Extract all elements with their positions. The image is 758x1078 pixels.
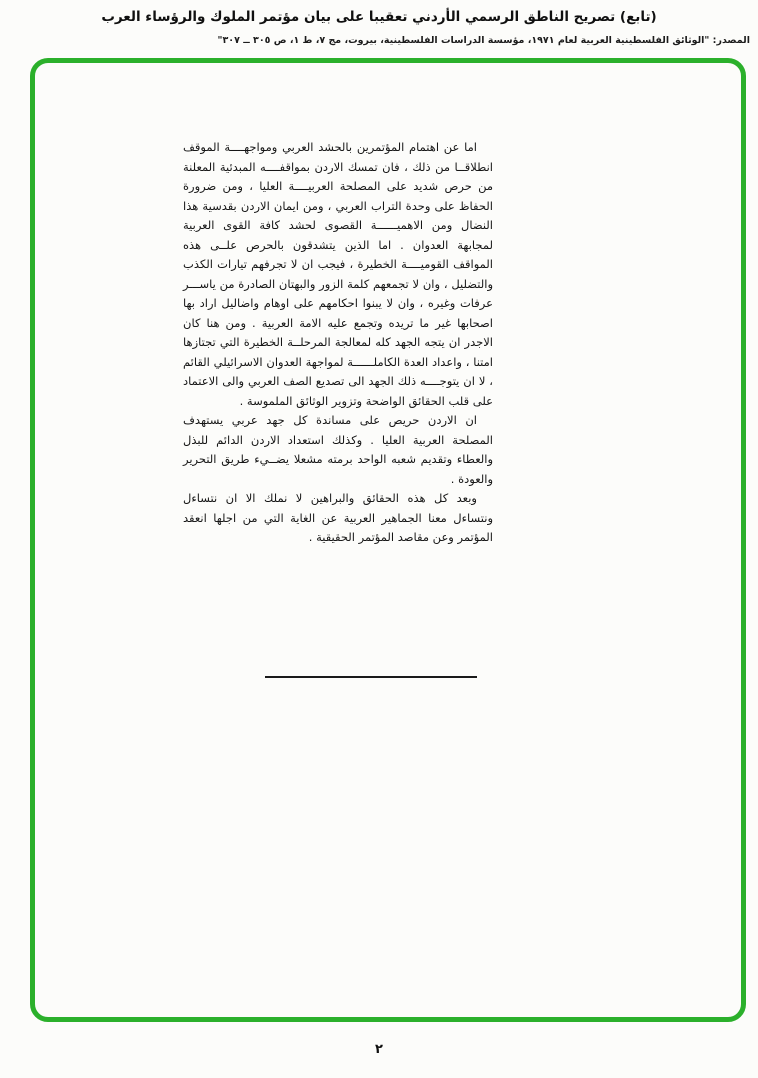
paragraph: ان الاردن حريص على مساندة كل جهد عربي يستهدف المصلحة العربية العليا . وكذلك استعداد الاردن الدائم للبذل والعطاء وتقديم شعبه الواحد برمته مشعلا يضــيء طريق التحرير والعودة . [183, 413, 493, 486]
page-header-title: (تابع) تصريح الناطق الرسمي الأردني تعقيبا على بيان مؤتمر الملوك والرؤساء العرب [101, 9, 657, 25]
paragraph: اما عن اهتمام المؤتمرين بالحشد العربي ومواجهــــة الموقف انطلاقــا من ذلك ، فان تمسك الاردن بمواقفــــه المبدئية المعلنة من حرص شديد على المصلحة العربيــــة العليا ، ومن ضرورة الحفاظ على وحدة التراب العربي ، ومن ايمان الاردن بقدسية هذا النضال ومن الاهميــــــة القصوى لحشد كافة القوى العربية لمجابهة العدوان . اما الذين يتشدقون بالحرص علــى هذه المواقف القوميــــة الخطيرة ، فيجب ان لا تجرفهم تيارات الكذب والتضليل ، وان لا تجمعهم كلمة الزور والبهتان الصادرة من ياســـر عرفات وغيره ، وان لا يبنوا احكامهم على اوهام واضاليل اراد بها اصحابها غير ما تريده وتجمع عليه الامة العربية . ومن هنا كان الاجدر ان يتجه الجهد كله لمعالجة المرحلــة الخطيرة التي تجتازها امتنا ، واعداد العدة الكاملــــــة لمواجهة العدوان الاسرائيلي القائم ، لا ان يتوجــــه ذلك الجهد الى تصديع الصف العربي والى الاعتماد على قلب الحقائق الواضحة وتزوير الوثائق الملموسة . [183, 140, 493, 408]
page-number: ٢ [375, 1042, 383, 1057]
source-citation-line: المصدر: "الوثائق الفلسطينية العربية لعام ١٩٧١، مؤسسة الدراسات الفلسطينية، بيروت، مج ٧، ط ١، ص ٣٠٥ ــ ٣٠٧" [217, 35, 750, 46]
document-body-text [183, 138, 493, 548]
paragraph: وبعد كل هذه الحقائق والبراهين لا نملك الا ان نتساءل ونتساءل معنا الجماهير العربية عن الغاية التي من اجلها انعقد المؤتمر وعن مقاصد المؤتمر الحقيقية . [183, 491, 493, 544]
separator-line [265, 676, 477, 678]
